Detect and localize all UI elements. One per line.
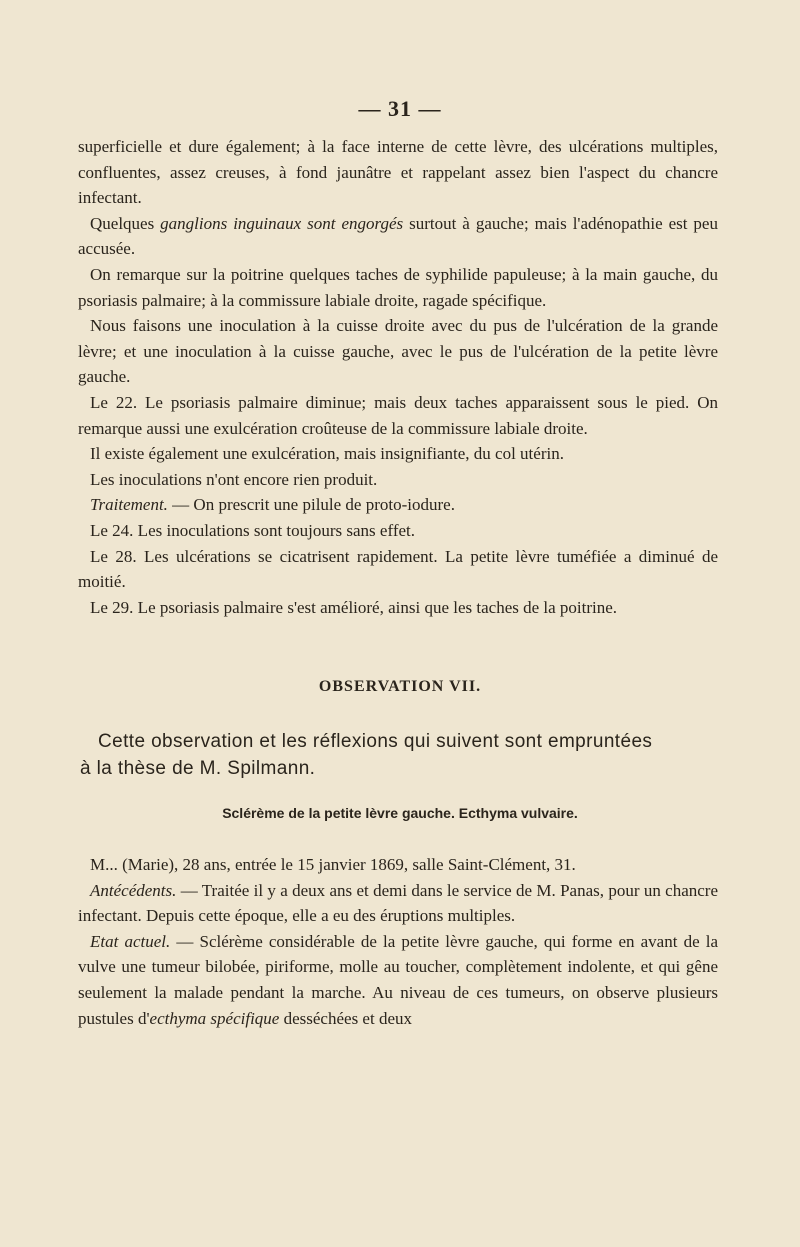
intro-quote [80, 728, 720, 782]
text-run: — Traitée il y a deux ans et demi dans le service de M. Panas, pour un chancre infectant. Depuis cette époque, elle a eu des éruptions multiples. [78, 880, 718, 926]
paragraph [78, 492, 718, 518]
quote-line: Cette observation et les réflexions qui suivent sont empruntées [98, 731, 653, 752]
case-title: Sclérème de la petite lèvre gauche. Ecthyma vulvaire. [222, 805, 578, 821]
paragraph [78, 929, 718, 1031]
body-text-top [78, 134, 718, 620]
text-run: — Sclérème considérable de la petite lèvre gauche, qui forme en avant de la vulve une tumeur bilobée, piriforme, molle au toucher, complètement indolente, et qui gêne seulement la malade pendant la marche. Au niveau de ces tumeurs, on observe plusieurs pustules d' [78, 931, 718, 1028]
quote-line: à la thèse de M. Spilmann. [80, 758, 316, 779]
paragraph: Il existe également une exulcération, mais insignifiante, du col utérin. [90, 444, 564, 464]
paragraph: Les inoculations n'ont encore rien produit. [90, 469, 378, 489]
text-run: Quelques [90, 213, 161, 233]
italic-text: ganglions inguinaux sont engorgés [160, 213, 404, 233]
italic-text: ecthyma spécifique [149, 1008, 280, 1028]
paragraph: M... (Marie), 28 ans, entrée le 15 janvier 1869, salle Saint-Clément, 31. [90, 855, 576, 874]
text-run: desséchées et deux [279, 1008, 412, 1028]
page-number: — 31 — [358, 96, 442, 121]
paragraph: Nous faisons une inoculation à la cuisse droite avec du pus de l'ulcération de la grande lèvre; et une inoculation à la cuisse gauche, avec le pus de l'ulcération de la petite lèvre gauche. [78, 316, 718, 387]
paragraph: superficielle et dure également; à la face interne de cette lèvre, des ulcérations multiples, confluentes, assez creuses, à fond jaunâtre et rappelant assez bien l'aspect du chancre infectant. [78, 137, 718, 208]
italic-text: Antécédents. [90, 880, 177, 900]
paragraph [78, 878, 718, 929]
paragraph [78, 211, 718, 262]
paragraph: Le 28. Les ulcérations se cicatrisent rapidement. La petite lèvre tuméfiée a diminué de moitié. [78, 546, 718, 592]
text-run: — On prescrit une pilule de proto-iodure. [167, 495, 455, 515]
italic-text: Traitement. [90, 495, 168, 515]
paragraph: On remarque sur la poitrine quelques taches de syphilide papuleuse; à la main gauche, du psoriasis palmaire; à la commissure labiale droite, ragade spécifique. [78, 264, 718, 310]
paragraph: Le 24. Les inoculations sont toujours sans effet. [90, 520, 415, 540]
observation-heading: OBSERVATION VII. [318, 678, 482, 695]
paragraph: Le 22. Le psoriasis palmaire diminue; mais deux taches apparaissent sous le pied. On remarque aussi une exulcération croûteuse de la commissure labiale droite. [78, 392, 718, 438]
text-run: surtout à gauche; mais l'adénopathie est peu accusée. [78, 213, 718, 259]
paragraph: Le 29. Le psoriasis palmaire s'est amélioré, ainsi que les taches de la poitrine. [90, 597, 618, 617]
body-text-bottom [78, 852, 718, 1031]
italic-text: Etat actuel. [90, 931, 171, 951]
